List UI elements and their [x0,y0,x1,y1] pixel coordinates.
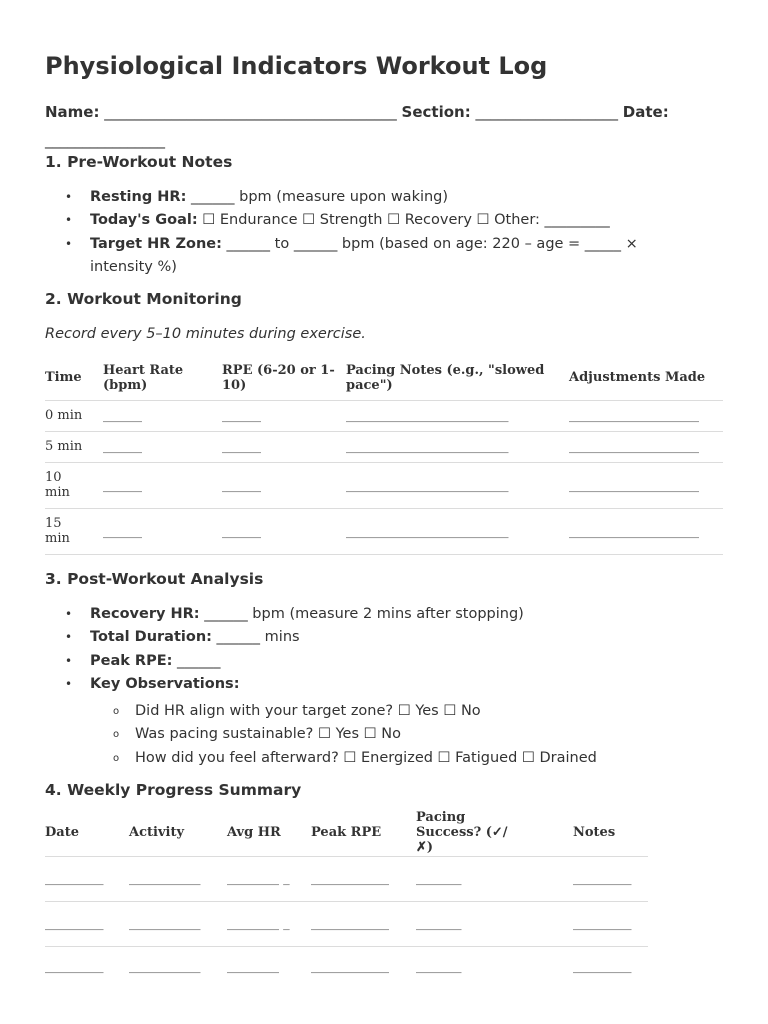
column-header: Notes [573,825,616,841]
date-field[interactable]: _________ [45,946,129,986]
adjustments-field[interactable]: ____________________ [569,462,723,508]
weekly-summary-table [45,810,648,986]
page-title: Physiological Indicators Workout Log [45,52,548,80]
table-row [45,400,723,431]
monitoring-table [45,356,723,555]
avg-hr-field[interactable]: ________ _ [227,901,311,946]
student-info-line [45,98,725,154]
adjustments-field[interactable]: ____________________ [569,431,723,462]
activity-field[interactable]: ___________ [129,901,227,946]
pre-workout-list [45,186,685,279]
pacing-field[interactable]: _________________________ [346,508,569,554]
date-field[interactable]: ________________ [45,131,165,149]
column-header: Adjustments Made [569,370,706,386]
avg-hr-field[interactable]: ________ [227,946,311,986]
adjustments-field[interactable]: ____________________ [569,508,723,554]
time-cell: 15 min [45,508,103,554]
post-workout-heading: 3. Post-Workout Analysis [45,570,264,588]
item-label: Recovery HR: [90,606,200,622]
rpe-field[interactable]: ______ [222,508,346,554]
item-label: Peak RPE: [90,652,173,669]
observation-item[interactable]: o How did you feel afterward? ☐ Energized ☐ Fatigued ☐ Drained [45,747,685,770]
peak-rpe-field[interactable]: ____________ [311,946,416,986]
pre-workout-heading: 1. Pre-Workout Notes [45,153,233,171]
list-item [45,233,685,280]
item-text[interactable]: ☐ Endurance ☐ Strength ☐ Recovery ☐ Other: _________ [197,212,610,229]
column-header: Heart Rate (bpm) [103,362,184,393]
time-cell: 0 min [45,400,103,431]
item-text[interactable]: ______ to ______ bpm (based on age: 220 – age = _____ × intensity %) [90,235,638,275]
column-header: Pacing Success? (✓/✗) [416,810,508,856]
avg-hr-field[interactable]: ________ _ [227,856,311,901]
rpe-field[interactable]: ______ [222,400,346,431]
date-field[interactable]: _________ [45,856,129,901]
pacing-success-field[interactable]: _______ [416,901,573,946]
item-text[interactable]: ______ bpm (measure upon waking) [186,189,449,205]
name-label: Name: [45,103,100,121]
list-item [45,673,685,696]
item-text[interactable]: ______ bpm (measure 2 mins after stopping) [199,606,524,622]
activity-field[interactable]: ___________ [129,856,227,901]
table-row [45,946,648,986]
list-item [45,186,685,209]
time-cell: 5 min [45,431,103,462]
activity-field[interactable]: ___________ [129,946,227,986]
pacing-field[interactable]: _________________________ [346,431,569,462]
pacing-success-field[interactable]: _______ [416,946,573,986]
column-header: Date [45,825,79,841]
section-field[interactable]: ___________________ [475,103,618,121]
pacing-field[interactable]: _________________________ [346,462,569,508]
time-cell: 10 min [45,462,103,508]
notes-field[interactable]: _________ [573,901,648,946]
hr-field[interactable]: ______ [103,400,222,431]
section-label: Section: [401,103,471,121]
notes-field[interactable]: _________ [573,856,648,901]
table-row [45,462,723,508]
pacing-field[interactable]: _________________________ [346,400,569,431]
hr-field[interactable]: ______ [103,431,222,462]
peak-rpe-field[interactable]: ____________ [311,901,416,946]
column-header: RPE (6-20 or 1-10) [222,362,335,393]
item-label: Target HR Zone: [90,235,222,252]
pacing-success-field[interactable]: _______ [416,856,573,901]
adjustments-field[interactable]: ____________________ [569,400,723,431]
post-workout-list [45,603,685,696]
item-label: Total Duration: [90,629,212,646]
rpe-field[interactable]: ______ [222,462,346,508]
item-label: Key Observations: [90,675,240,692]
date-label: Date: [622,103,669,121]
item-text[interactable]: ______ [172,652,221,669]
list-item [45,626,685,649]
list-item [45,650,685,673]
table-row [45,508,723,554]
observations-list [45,700,685,770]
column-header: Pacing Notes (e.g., "slowed pace") [346,362,545,393]
name-field[interactable]: _______________________________________ [104,103,397,121]
list-item [45,209,685,232]
hr-field[interactable]: ______ [103,508,222,554]
peak-rpe-field[interactable]: ____________ [311,856,416,901]
notes-field[interactable]: _________ [573,946,648,986]
observation-item[interactable]: o Was pacing sustainable? ☐ Yes ☐ No [45,723,685,746]
table-row [45,901,648,946]
monitoring-heading: 2. Workout Monitoring [45,290,242,308]
monitoring-note: Record every 5–10 minutes during exercise. [45,326,366,342]
column-header: Peak RPE [311,825,382,841]
column-header: Time [45,370,82,386]
observation-item[interactable]: o Did HR align with your target zone? ☐ Yes ☐ No [45,700,685,723]
hr-field[interactable]: ______ [103,462,222,508]
item-label: Today's Goal: [90,212,198,229]
item-label: Resting HR: [90,189,187,205]
weekly-summary-heading: 4. Weekly Progress Summary [45,781,302,799]
table-row [45,856,648,901]
list-item [45,603,685,626]
column-header: Activity [129,825,184,841]
date-field[interactable]: _________ [45,901,129,946]
item-text[interactable]: ______ mins [211,629,300,646]
rpe-field[interactable]: ______ [222,431,346,462]
column-header: Avg HR [227,825,281,841]
table-row [45,431,723,462]
